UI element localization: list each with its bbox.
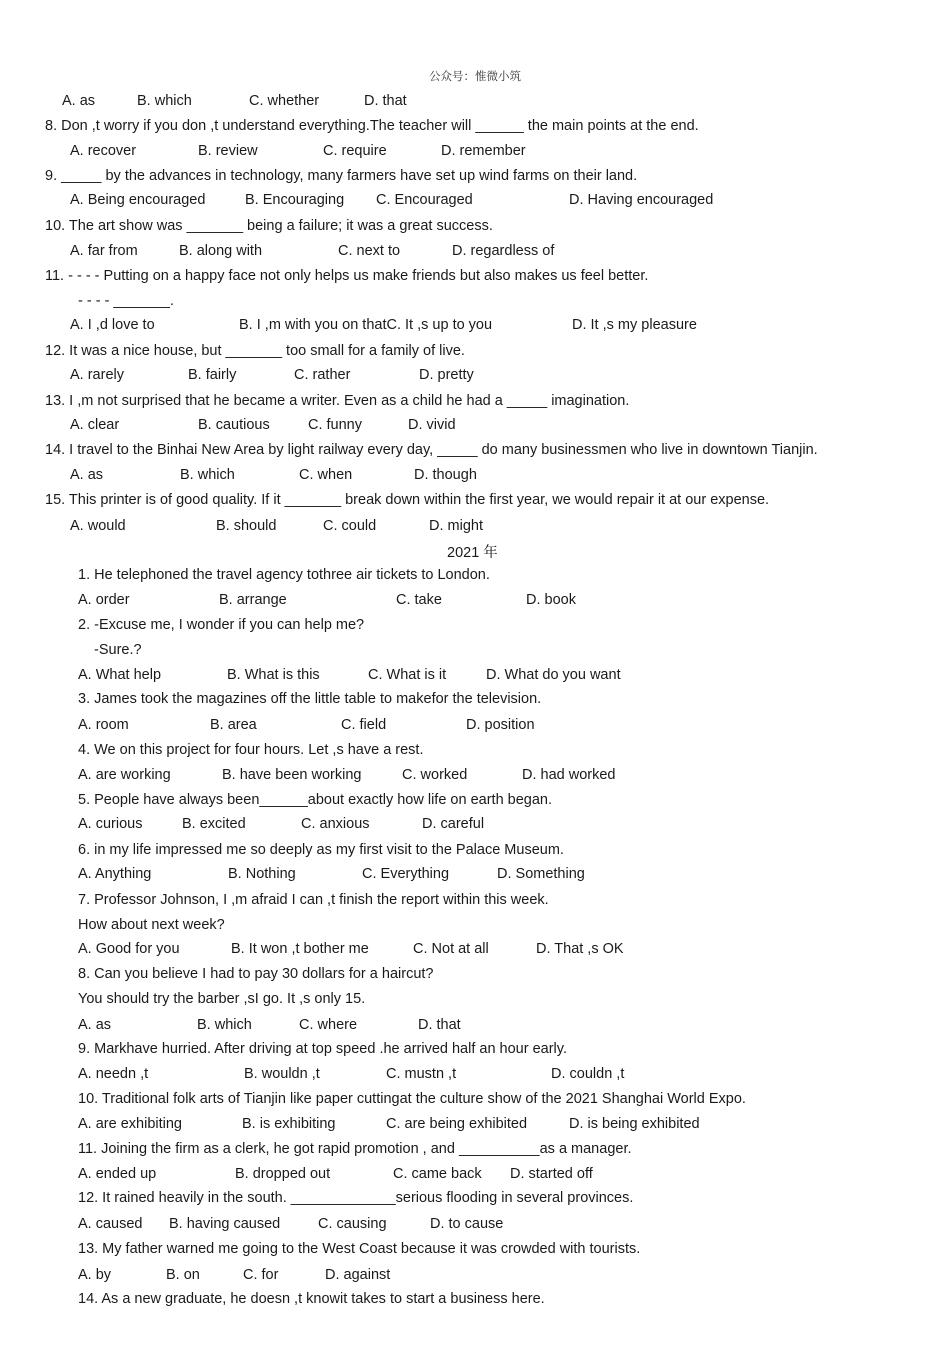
option-c: C. whether bbox=[249, 93, 320, 109]
option-a: A. as bbox=[70, 467, 104, 483]
question-13-text: 13. I ,m not surprised that he became a writer. Even as a child he had a _____ imagination. bbox=[45, 393, 630, 409]
option-c: C. worked bbox=[402, 767, 468, 783]
option-b: B. What is this bbox=[227, 667, 320, 683]
option-b: B. have been working bbox=[222, 767, 362, 783]
q2-12-text: 12. It rained heavily in the south. _____________serious flooding in several provinces. bbox=[78, 1190, 634, 1206]
q2-9-text: 9. Markhave hurried. After driving at top speed .he arrived half an hour early. bbox=[78, 1041, 567, 1057]
q2-11-text: 11. Joining the firm as a clerk, he got rapid promotion , and __________as a manager. bbox=[78, 1141, 632, 1157]
option-a: A. What help bbox=[78, 667, 162, 683]
question-9-text: 9. _____ by the advances in technology, many farmers have set up wind farms on their land. bbox=[45, 168, 638, 184]
option-a: A. Anything bbox=[78, 866, 152, 882]
q2-6-text: 6. in my life impressed me so deeply as my first visit to the Palace Museum. bbox=[78, 842, 564, 858]
option-a: A. as bbox=[78, 1017, 112, 1033]
option-b: B. It won ,t bother me bbox=[231, 941, 369, 957]
option-d: D. Something bbox=[497, 866, 585, 882]
question-14-text: 14. I travel to the Binhai New Area by light railway every day, _____ do many businessmen who live in downtown Tianjin. bbox=[45, 442, 818, 458]
option-c: C. field bbox=[341, 717, 387, 733]
q2-5-text: 5. People have always been______about exactly how life on earth began. bbox=[78, 792, 553, 808]
q2-1-text: 1. He telephoned the travel agency tothree air tickets to London. bbox=[78, 567, 490, 583]
option-d: D. against bbox=[325, 1267, 391, 1283]
option-b: B. having caused bbox=[169, 1216, 281, 1232]
page-header: 公众号：惟微小筑 bbox=[429, 69, 521, 83]
option-c: C. could bbox=[323, 518, 377, 534]
option-b: B. which bbox=[197, 1017, 252, 1033]
option-b: B. Encouraging bbox=[245, 192, 345, 208]
option-d: D. pretty bbox=[419, 367, 474, 383]
option-c: C. require bbox=[323, 143, 387, 159]
option-a: A. as bbox=[62, 93, 96, 109]
option-c: C. rather bbox=[294, 367, 351, 383]
q2-3-text: 3. James took the magazines off the little table to makefor the television. bbox=[78, 691, 542, 707]
option-d: D. regardless of bbox=[452, 243, 555, 259]
option-a: A. ended up bbox=[78, 1166, 157, 1182]
option-b: B. review bbox=[198, 143, 258, 159]
q2-13-text: 13. My father warned me going to the West Coast because it was crowded with tourists. bbox=[78, 1241, 641, 1257]
option-a: A. order bbox=[78, 592, 130, 608]
option-d: D. That ,s OK bbox=[536, 941, 624, 957]
option-c: C. for bbox=[243, 1267, 279, 1283]
q2-7-response: How about next week? bbox=[78, 917, 225, 933]
option-a: A. are exhibiting bbox=[78, 1116, 182, 1132]
option-b: B. excited bbox=[182, 816, 246, 832]
option-a: A. would bbox=[70, 518, 126, 534]
option-c: C. What is it bbox=[368, 667, 447, 683]
question-11-text: 11. - - - - Putting on a happy face not only helps us make friends but also makes us feel better. bbox=[45, 268, 649, 284]
q2-14-text: 14. As a new graduate, he doesn ,t knowit takes to start a business here. bbox=[78, 1291, 545, 1307]
q2-10-text: 10. Traditional folk arts of Tianjin like paper cuttingat the culture show of the 2021 Shanghai World Expo. bbox=[78, 1091, 746, 1107]
option-a: A. needn ,t bbox=[78, 1066, 149, 1082]
option-b: B. is exhibiting bbox=[242, 1116, 336, 1132]
option-d: D. might bbox=[429, 518, 483, 534]
option-b: B. fairly bbox=[188, 367, 237, 383]
option-c: C. Not at all bbox=[413, 941, 489, 957]
option-c: C. funny bbox=[308, 417, 362, 433]
option-b: B. arrange bbox=[219, 592, 287, 608]
option-c: C. are being exhibited bbox=[386, 1116, 528, 1132]
question-12-text: 12. It was a nice house, but _______ too small for a family of live. bbox=[45, 343, 465, 359]
option-a: A. far from bbox=[70, 243, 138, 259]
option-d: D. though bbox=[414, 467, 477, 483]
option-b: B. dropped out bbox=[235, 1166, 331, 1182]
option-a: A. I ,d love to bbox=[70, 317, 155, 333]
option-a: A. by bbox=[78, 1267, 112, 1283]
option-d: D. couldn ,t bbox=[551, 1066, 625, 1082]
question-8-text: 8. Don ,t worry if you don ,t understand everything.The teacher will ______ the main points at the end. bbox=[45, 118, 699, 134]
option-a: A. rarely bbox=[70, 367, 124, 383]
option-c: C. Encouraged bbox=[376, 192, 473, 208]
option-b: B. cautious bbox=[198, 417, 270, 433]
option-b: B. on bbox=[166, 1267, 200, 1283]
option-d: D. Having encouraged bbox=[569, 192, 714, 208]
option-a: A. are working bbox=[78, 767, 171, 783]
option-d: D. What do you want bbox=[486, 667, 621, 683]
option-c: C. Everything bbox=[362, 866, 450, 882]
option-c: C. mustn ,t bbox=[386, 1066, 457, 1082]
option-d: D. is being exhibited bbox=[569, 1116, 700, 1132]
option-c: C. causing bbox=[318, 1216, 387, 1232]
option-c: C. when bbox=[299, 467, 353, 483]
option-d: D. careful bbox=[422, 816, 485, 832]
question-15-text: 15. This printer is of good quality. If it _______ break down within the first year, we would repair it at our expense. bbox=[45, 492, 770, 508]
option-b: B. along with bbox=[179, 243, 263, 259]
option-a: A. clear bbox=[70, 417, 120, 433]
option-d: D. book bbox=[526, 592, 576, 608]
option-d: D. vivid bbox=[408, 417, 456, 433]
option-d: D. to cause bbox=[430, 1216, 504, 1232]
year-heading: 2021 年 bbox=[447, 545, 498, 561]
q2-8-text: 8. Can you believe I had to pay 30 dollars for a haircut? bbox=[78, 966, 434, 982]
q2-2-response: -Sure.? bbox=[94, 642, 142, 658]
option-d: D. position bbox=[466, 717, 535, 733]
option-b-c: B. I ,m with you on thatC. It ,s up to you bbox=[239, 317, 493, 333]
q2-4-text: 4. We on this project for four hours. Let ,s have a rest. bbox=[78, 742, 424, 758]
option-c: C. next to bbox=[338, 243, 401, 259]
q2-7-text: 7. Professor Johnson, I ,m afraid I can ,t finish the report within this week. bbox=[78, 892, 549, 908]
option-c: C. anxious bbox=[301, 816, 370, 832]
option-b: B. which bbox=[137, 93, 192, 109]
option-a: A. Being encouraged bbox=[70, 192, 206, 208]
option-b: B. wouldn ,t bbox=[244, 1066, 320, 1082]
option-d: D. that bbox=[418, 1017, 461, 1033]
option-d: D. had worked bbox=[522, 767, 616, 783]
option-b: B. area bbox=[210, 717, 257, 733]
option-b: B. Nothing bbox=[228, 866, 296, 882]
option-a: A. room bbox=[78, 717, 129, 733]
option-d: D. started off bbox=[510, 1166, 593, 1182]
question-10-text: 10. The art show was _______ being a failure; it was a great success. bbox=[45, 218, 493, 234]
option-c: C. take bbox=[396, 592, 442, 608]
question-11-response: - - - - _______. bbox=[78, 293, 174, 309]
option-d: D. It ,s my pleasure bbox=[572, 317, 697, 333]
option-a: A. caused bbox=[78, 1216, 143, 1232]
option-b: B. should bbox=[216, 518, 277, 534]
option-a: A. Good for you bbox=[78, 941, 180, 957]
option-a: A. recover bbox=[70, 143, 137, 159]
q2-8-response: You should try the barber ,sI go. It ,s only 15. bbox=[78, 991, 366, 1007]
option-d: D. remember bbox=[441, 143, 526, 159]
option-c: C. where bbox=[299, 1017, 358, 1033]
option-a: A. curious bbox=[78, 816, 143, 832]
option-d: D. that bbox=[364, 93, 407, 109]
q2-2-text: 2. -Excuse me, I wonder if you can help me? bbox=[78, 617, 365, 633]
option-c: C. came back bbox=[393, 1166, 482, 1182]
option-b: B. which bbox=[180, 467, 235, 483]
